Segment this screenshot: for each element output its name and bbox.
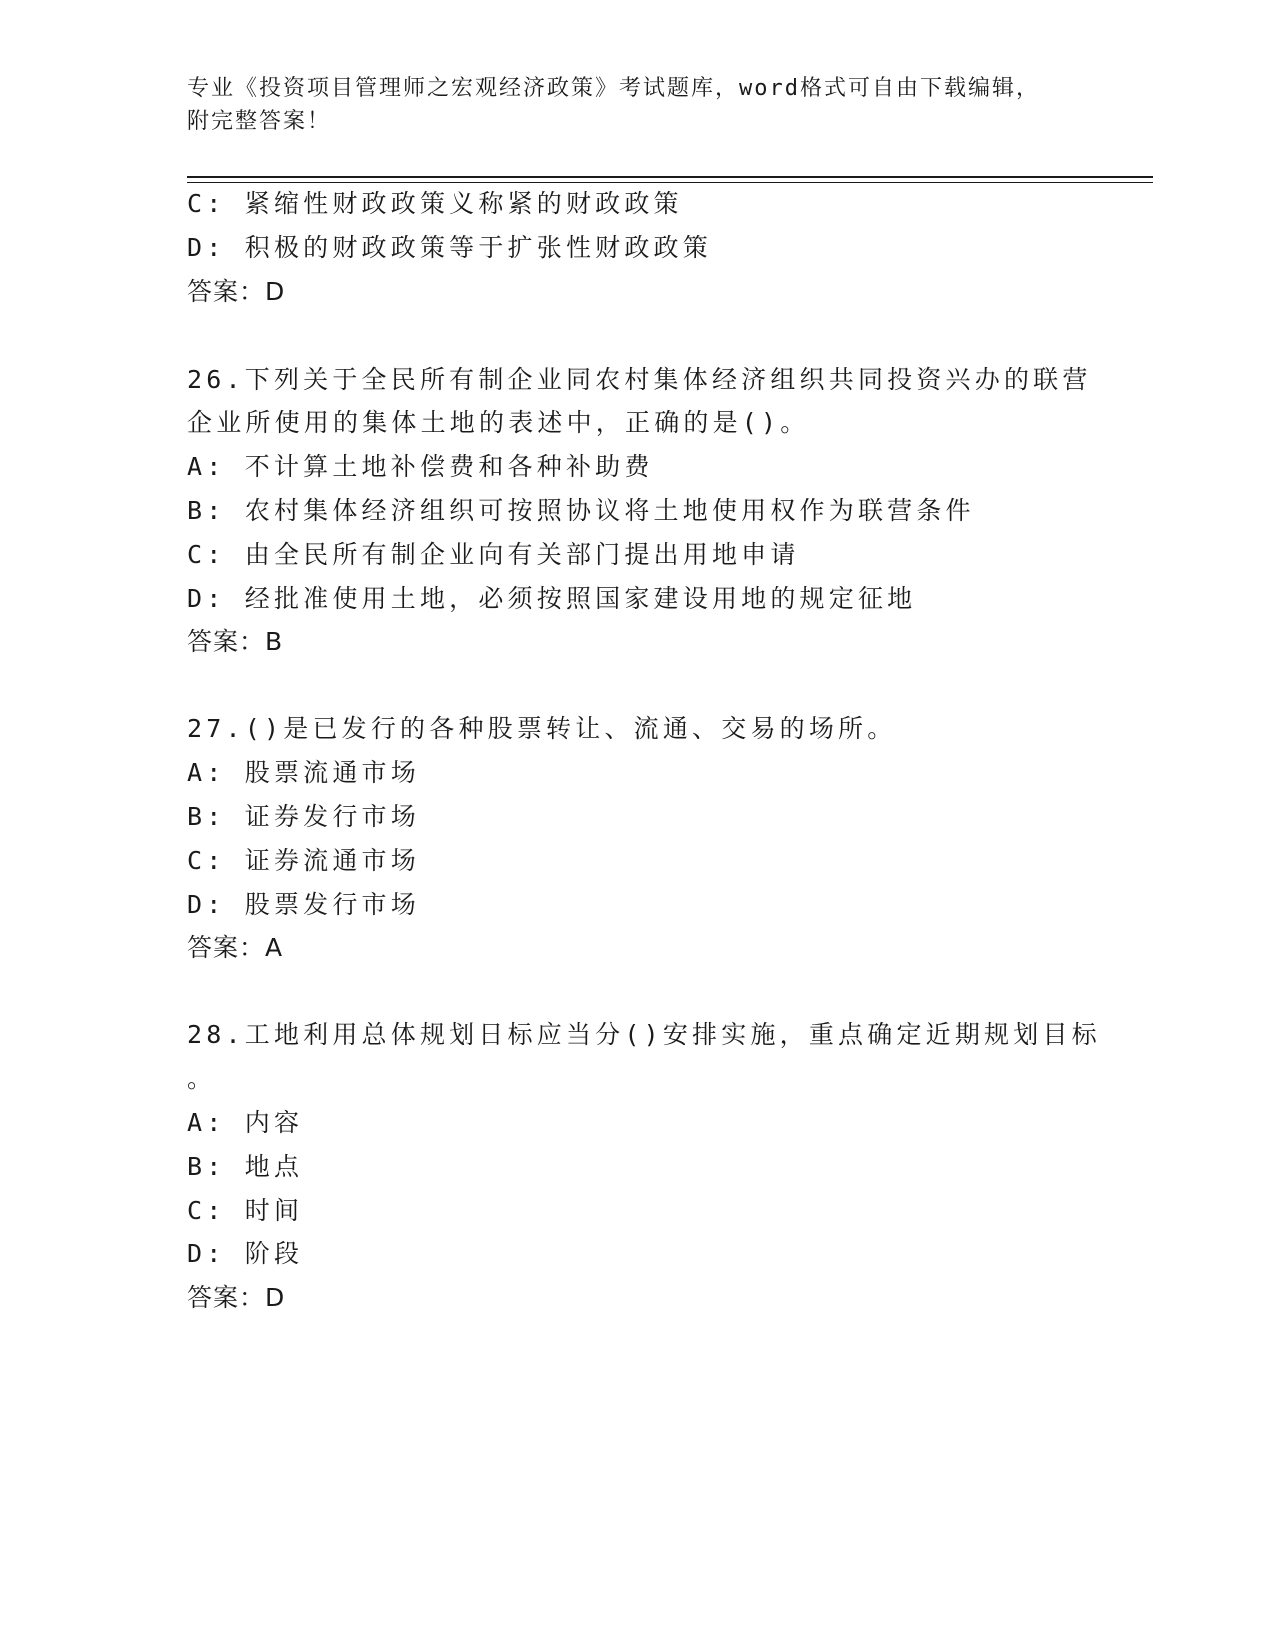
q28-option-b: B: 地点 <box>187 1152 304 1181</box>
q26-option-d: D: 经批准使用土地，必须按照国家建设用地的规定征地 <box>187 584 917 613</box>
q28-option-d: D: 阶段 <box>187 1239 304 1268</box>
header-line-1: 专业《投资项目管理师之宏观经济政策》考试题库，word格式可自由下载编辑， <box>187 76 1040 101</box>
q26-option-c: C: 由全民所有制企业向有关部门提出用地申请 <box>187 540 800 569</box>
q28-option-c: C: 时间 <box>187 1196 304 1225</box>
header-divider-thick <box>187 176 1153 178</box>
header-divider-thin <box>187 182 1153 183</box>
prev-option-c: C: 紧缩性财政政策义称紧的财政政策 <box>187 189 683 218</box>
q26-stem-line-2: 企业所使用的集体土地的表述中，正确的是()。 <box>187 408 810 437</box>
q27-option-b: B: 证券发行市场 <box>187 802 420 831</box>
q27-option-a: A: 股票流通市场 <box>187 758 420 787</box>
q26-stem-line-1: 26.下列关于全民所有制企业同农村集体经济组织共同投资兴办的联营 <box>187 365 1092 394</box>
prev-option-d: D: 积极的财政政策等于扩张性财政政策 <box>187 233 712 262</box>
q26-answer: 答案：B <box>187 627 284 656</box>
document-header <box>187 72 1087 138</box>
header-line-2: 附完整答案！ <box>187 109 332 134</box>
q27-stem-line-1: 27.()是已发行的各种股票转让、流通、交易的场所。 <box>187 714 897 743</box>
q26-option-a: A: 不计算土地补偿费和各种补助费 <box>187 452 654 481</box>
q26-option-b: B: 农村集体经济组织可按照协议将土地使用权作为联营条件 <box>187 496 975 525</box>
q27-answer: 答案：A <box>187 933 284 962</box>
q27-option-c: C: 证券流通市场 <box>187 846 420 875</box>
q28-answer: 答案：D <box>187 1283 286 1312</box>
q28-stem-line-2: 。 <box>187 1064 217 1093</box>
q27-option-d: D: 股票发行市场 <box>187 890 420 919</box>
q28-stem-line-1: 28.工地利用总体规划日标应当分()安排实施，重点确定近期规划目标 <box>187 1020 1101 1049</box>
prev-answer: 答案：D <box>187 277 286 306</box>
q28-option-a: A: 内容 <box>187 1108 304 1137</box>
